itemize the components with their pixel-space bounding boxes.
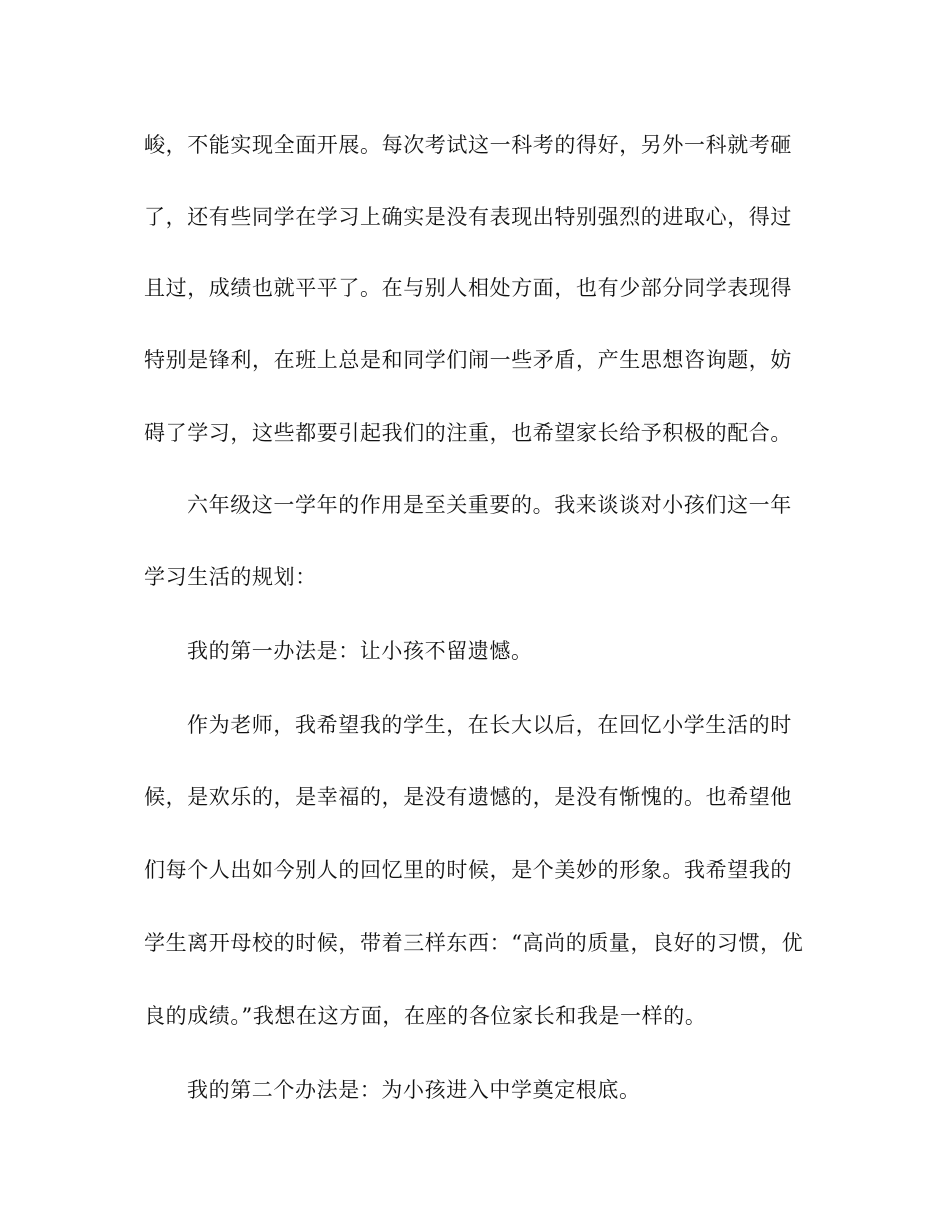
text-line-13: 良的成绩。”我想在这方面，在座的各位家长和我是一样的。 [144,1004,707,1028]
text-line-1: 峻，不能实现全面开展。每次考试这一科考的得好，另外一科就考砸 [144,133,792,157]
text-line-7: 学习生活的规划： [144,565,317,589]
paragraph-first-method: 我的第一办法是：让小孩不留遗憾。 [187,639,533,663]
text-line-2: 了，还有些同学在学习上确实是没有表现出特别强烈的进取心，得过 [144,205,792,229]
text-line-5: 碍了学习，这些都要引起我们的注重，也希望家长给予积极的配合。 [144,421,792,445]
text-line-11: 们每个人出如今别人的回忆里的时候，是个美妙的形象。我希望我的 [144,858,792,882]
text-line-3: 且过，成绩也就平平了。在与别人相处方面，也有少部分同学表现得 [144,276,792,300]
text-line-10: 候，是欢乐的，是幸福的，是没有遗憾的，是没有惭愧的。也希望他 [144,785,792,809]
paragraph-start-line: 六年级这一学年的作用是至关重要的。我来谈谈对小孩们这一年 [187,493,792,517]
text-line-12: 学生离开母校的时候，带着三样东西：“高尚的质量，良好的习惯，优 [144,931,804,955]
paragraph-start-line-2: 作为老师，我希望我的学生，在长大以后，在回忆小学生活的时 [187,713,792,737]
paragraph-second-method: 我的第二个办法是：为小孩进入中学奠定根底。 [187,1078,641,1102]
text-line-4: 特别是锋利，在班上总是和同学们闹一些矛盾，产生思想咨询题，妨 [144,348,792,372]
